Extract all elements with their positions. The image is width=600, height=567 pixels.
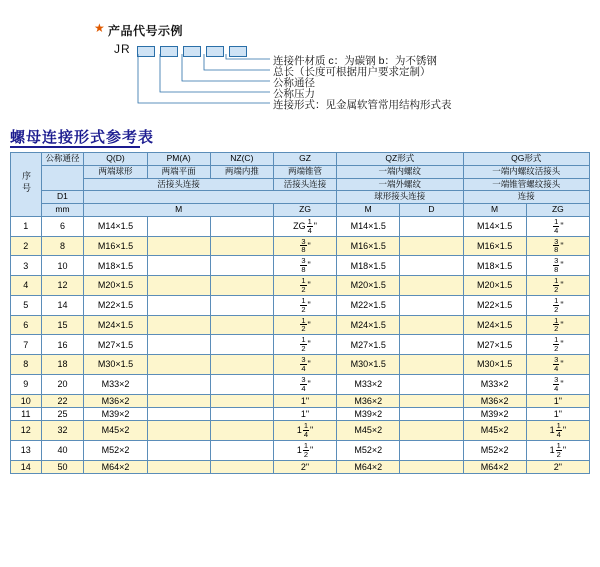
header-row-join xyxy=(11,178,590,191)
cell-qz-d xyxy=(400,256,463,276)
cell-qz-d xyxy=(400,407,463,420)
fraction: $\frac{1}{2}$ xyxy=(301,295,306,314)
legend-item-connection-type: 连接形式：见金属软管常用结构形式表 xyxy=(273,99,452,111)
cell-dn: 16 xyxy=(41,335,84,355)
cell-qg-zg: $\frac{1}{2}$ " xyxy=(526,295,589,315)
cell-dn: 20 xyxy=(41,374,84,394)
cell-qz-m: M36×2 xyxy=(337,394,400,407)
cell-q: M20×1.5 xyxy=(84,276,147,296)
header-qg-desc: 一端内螺纹活接头 xyxy=(463,165,590,178)
header-unit-m: M xyxy=(84,204,274,217)
header-qg-join: 连接 xyxy=(463,191,590,204)
cell-gz: 1" xyxy=(273,407,336,420)
title-underline xyxy=(10,146,140,148)
product-code-prefix: JR xyxy=(114,42,131,56)
cell-gz: $\frac{3}{8}$ " xyxy=(273,236,336,256)
cell-qz-m: M64×2 xyxy=(337,460,400,473)
cell-dn: 10 xyxy=(41,256,84,276)
cell-serial: 4 xyxy=(11,276,42,296)
cell-q: M22×1.5 xyxy=(84,295,147,315)
cell-pm xyxy=(147,276,210,296)
cell-qg-m: M36×2 xyxy=(463,394,526,407)
cell-dn: 14 xyxy=(41,295,84,315)
fraction: $\frac{1}{2}$ xyxy=(303,441,309,459)
cell-dn: 6 xyxy=(41,216,84,236)
cell-pm xyxy=(147,315,210,335)
cell-nz xyxy=(210,421,273,441)
cell-pm xyxy=(147,441,210,461)
legend-title: 产品代号示例 xyxy=(108,24,184,38)
header-mm: mm xyxy=(41,204,84,217)
cell-gz: ZG $\frac{1}{4}$ " xyxy=(273,216,336,236)
cell-serial: 5 xyxy=(11,295,42,315)
cell-q: M36×2 xyxy=(84,394,147,407)
cell-pm xyxy=(147,295,210,315)
header-serial-label: 序号 xyxy=(20,171,31,196)
cell-pm xyxy=(147,216,210,236)
header-dn-blank xyxy=(41,165,84,191)
legend-item-material: 连接件材质 c：为碳钢 b：为不锈钢 xyxy=(273,55,437,67)
fraction: $\frac{3}{4}$ xyxy=(301,355,306,373)
cell-qg-m: M64×2 xyxy=(463,460,526,473)
legend-item-nominal-bore: 公称通径 xyxy=(273,77,315,89)
fraction: $\frac{3}{8}$ xyxy=(301,236,306,255)
cell-qg-m: M52×2 xyxy=(463,441,526,461)
cell-serial: 6 xyxy=(11,315,42,335)
table-row xyxy=(11,276,590,296)
cell-dn: 32 xyxy=(41,421,84,441)
fraction: $\frac{1}{2}$ xyxy=(554,295,559,314)
cell-qz-m: M24×1.5 xyxy=(337,315,400,335)
header-unit-zg: ZG xyxy=(273,204,336,217)
cell-qg-m: M45×2 xyxy=(463,421,526,441)
cell-dn: 15 xyxy=(41,315,84,335)
table-row xyxy=(11,421,590,441)
cell-pm xyxy=(147,421,210,441)
cell-qz-d xyxy=(400,276,463,296)
cell-qz-m: M18×1.5 xyxy=(337,256,400,276)
cell-dn: 50 xyxy=(41,460,84,473)
legend-item-length: 总长（长度可根据用户要求定制） xyxy=(273,66,431,78)
cell-qg-zg: $\frac{1}{4}$ " xyxy=(526,216,589,236)
cell-qz-d xyxy=(400,421,463,441)
cell-nz xyxy=(210,295,273,315)
cell-q: M14×1.5 xyxy=(84,216,147,236)
cell-pm xyxy=(147,460,210,473)
cell-nz xyxy=(210,394,273,407)
product-code-legend xyxy=(0,0,600,120)
header-blank-mid xyxy=(84,191,337,204)
cell-gz: $\frac{3}{4}$ " xyxy=(273,355,336,375)
cell-qg-zg: $\frac{1}{2}$ " xyxy=(526,276,589,296)
header-gz-desc: 两端锥管 xyxy=(273,165,336,178)
cell-nz xyxy=(210,441,273,461)
cell-gz: $\frac{3}{4}$ " xyxy=(273,374,336,394)
fraction: $\frac{3}{4}$ xyxy=(554,374,559,393)
cell-qz-d xyxy=(400,460,463,473)
cell-serial: 1 xyxy=(11,216,42,236)
cell-nz xyxy=(210,276,273,296)
cell-q: M24×1.5 xyxy=(84,315,147,335)
table-row xyxy=(11,256,590,276)
cell-q: M64×2 xyxy=(84,460,147,473)
table-title: 螺母连接形式参考表 xyxy=(10,129,155,146)
cell-pm xyxy=(147,407,210,420)
header-unit-qz-m: M xyxy=(337,204,400,217)
cell-qg-zg: 1 $\frac{1}{4}$ " xyxy=(526,421,589,441)
fraction: $\frac{1}{4}$ xyxy=(556,421,561,440)
header-join-left: 活接头连接 xyxy=(84,178,274,191)
cell-qg-m: M24×1.5 xyxy=(463,315,526,335)
table-row xyxy=(11,335,590,355)
cell-serial: 12 xyxy=(11,421,42,441)
cell-qg-m: M27×1.5 xyxy=(463,335,526,355)
cell-qg-m: M20×1.5 xyxy=(463,276,526,296)
cell-dn: 18 xyxy=(41,355,84,375)
cell-qz-d xyxy=(400,441,463,461)
cell-gz: 2" xyxy=(273,460,336,473)
fraction: $\frac{1}{4}$ xyxy=(303,421,309,440)
fraction: $\frac{1}{2}$ xyxy=(554,315,559,334)
cell-q: M27×1.5 xyxy=(84,335,147,355)
cell-qz-d xyxy=(400,315,463,335)
table-row xyxy=(11,374,590,394)
cell-qg-zg: $\frac{3}{8}$ " xyxy=(526,256,589,276)
cell-pm xyxy=(147,374,210,394)
table-row xyxy=(11,460,590,473)
cell-serial: 3 xyxy=(11,256,42,276)
fraction: $\frac{1}{2}$ xyxy=(301,276,306,294)
cell-qz-m: M30×1.5 xyxy=(337,355,400,375)
star-icon: ★ xyxy=(94,21,105,35)
cell-nz xyxy=(210,374,273,394)
cell-dn: 22 xyxy=(41,394,84,407)
cell-pm xyxy=(147,335,210,355)
cell-gz: $\frac{1}{2}$ " xyxy=(273,295,336,315)
cell-qz-d xyxy=(400,295,463,315)
table-row xyxy=(11,441,590,461)
cell-dn: 12 xyxy=(41,276,84,296)
cell-qg-zg: 1" xyxy=(526,394,589,407)
cell-gz: $\frac{3}{8}$ " xyxy=(273,256,336,276)
header-qz-join: 球形接头连接 xyxy=(337,191,463,204)
cell-nz xyxy=(210,335,273,355)
table-row xyxy=(11,394,590,407)
header-group-gz-code: GZ xyxy=(273,153,336,166)
cell-qg-m: M16×1.5 xyxy=(463,236,526,256)
header-pm-desc: 两端平面 xyxy=(147,165,210,178)
fraction: $\frac{1}{2}$ xyxy=(554,335,559,354)
cell-serial: 7 xyxy=(11,335,42,355)
cell-qg-zg: $\frac{3}{4}$ " xyxy=(526,355,589,375)
header-group-qg-code: QG形式 xyxy=(463,153,590,166)
fraction: $\frac{3}{4}$ xyxy=(554,355,559,373)
cell-qz-d xyxy=(400,335,463,355)
fraction: $\frac{3}{8}$ xyxy=(554,256,559,275)
cell-serial: 14 xyxy=(11,460,42,473)
cell-q: M16×1.5 xyxy=(84,236,147,256)
header-row-units xyxy=(11,204,590,217)
cell-qz-m: M22×1.5 xyxy=(337,295,400,315)
header-row-desc xyxy=(11,165,590,178)
cell-q: M45×2 xyxy=(84,421,147,441)
cell-gz: 1 $\frac{1}{4}$ " xyxy=(273,421,336,441)
header-unit-qz-d: D xyxy=(400,204,463,217)
cell-pm xyxy=(147,256,210,276)
fraction: $\frac{1}{2}$ xyxy=(301,315,306,334)
cell-qg-zg: $\frac{1}{2}$ " xyxy=(526,335,589,355)
cell-dn: 8 xyxy=(41,236,84,256)
header-dn: 公称通径 xyxy=(41,153,84,166)
cell-qg-m: M14×1.5 xyxy=(463,216,526,236)
cell-qg-m: M18×1.5 xyxy=(463,256,526,276)
fraction: $\frac{1}{4}$ xyxy=(307,216,312,235)
table-row xyxy=(11,236,590,256)
cell-serial: 11 xyxy=(11,407,42,420)
cell-nz xyxy=(210,460,273,473)
cell-serial: 10 xyxy=(11,394,42,407)
cell-qz-m: M16×1.5 xyxy=(337,236,400,256)
cell-qz-d xyxy=(400,374,463,394)
header-qz-desc: 一端内螺纹 xyxy=(337,165,463,178)
fraction: $\frac{3}{4}$ xyxy=(301,374,306,393)
cell-gz: $\frac{1}{2}$ " xyxy=(273,315,336,335)
cell-qg-zg: 1" xyxy=(526,407,589,420)
cell-gz: 1 $\frac{1}{2}$ " xyxy=(273,441,336,461)
header-group-pm-code: PM(A) xyxy=(147,153,210,166)
cell-qg-zg: 2" xyxy=(526,460,589,473)
cell-qz-m: M52×2 xyxy=(337,441,400,461)
header-d1: D1 xyxy=(41,191,84,204)
cell-qg-zg: 1 $\frac{1}{2}$ " xyxy=(526,441,589,461)
cell-qz-m: M14×1.5 xyxy=(337,216,400,236)
cell-q: M39×2 xyxy=(84,407,147,420)
cell-pm xyxy=(147,355,210,375)
cell-qz-d xyxy=(400,394,463,407)
fraction: $\frac{1}{2}$ xyxy=(554,276,559,294)
cell-gz: $\frac{1}{2}$ " xyxy=(273,335,336,355)
header-row-d1 xyxy=(11,191,590,204)
cell-qz-m: M45×2 xyxy=(337,421,400,441)
cell-gz: $\frac{1}{2}$ " xyxy=(273,276,336,296)
cell-serial: 9 xyxy=(11,374,42,394)
header-group-q-code: Q(D) xyxy=(84,153,147,166)
cell-serial: 2 xyxy=(11,236,42,256)
header-unit-qg-zg: ZG xyxy=(526,204,589,217)
header-q-desc: 两端球形 xyxy=(84,165,147,178)
fraction: $\frac{3}{8}$ xyxy=(554,236,559,255)
cell-gz: 1" xyxy=(273,394,336,407)
cell-serial: 13 xyxy=(11,441,42,461)
cell-q: M33×2 xyxy=(84,374,147,394)
cell-pm xyxy=(147,236,210,256)
cell-qz-m: M27×1.5 xyxy=(337,335,400,355)
fraction: $\frac{1}{2}$ xyxy=(556,441,561,459)
cell-nz xyxy=(210,315,273,335)
cell-qg-m: M33×2 xyxy=(463,374,526,394)
cell-nz xyxy=(210,216,273,236)
cell-q: M18×1.5 xyxy=(84,256,147,276)
table-row xyxy=(11,355,590,375)
header-join-gz: 活接头连接 xyxy=(273,178,336,191)
header-qz-desc2: 一端外螺纹 xyxy=(337,178,463,191)
table-row xyxy=(11,216,590,236)
cell-qg-zg: $\frac{3}{4}$ " xyxy=(526,374,589,394)
cell-nz xyxy=(210,355,273,375)
cell-dn: 25 xyxy=(41,407,84,420)
header-row-codes xyxy=(11,153,590,166)
cell-qz-m: M33×2 xyxy=(337,374,400,394)
header-group-qz-code: QZ形式 xyxy=(337,153,463,166)
table-row xyxy=(11,315,590,335)
table-row xyxy=(11,407,590,420)
header-qg-desc2: 一端锥管螺纹接头 xyxy=(463,178,590,191)
cell-nz xyxy=(210,236,273,256)
cell-qz-m: M39×2 xyxy=(337,407,400,420)
cell-qz-d xyxy=(400,236,463,256)
cell-q: M52×2 xyxy=(84,441,147,461)
cell-qg-m: M39×2 xyxy=(463,407,526,420)
cell-q: M30×1.5 xyxy=(84,355,147,375)
cell-qz-m: M20×1.5 xyxy=(337,276,400,296)
header-group-nz-code: NZ(C) xyxy=(210,153,273,166)
cell-nz xyxy=(210,256,273,276)
header-nz-desc: 两端内推 xyxy=(210,165,273,178)
fraction: $\frac{1}{2}$ xyxy=(301,335,306,354)
cell-qz-d xyxy=(400,216,463,236)
table-row xyxy=(11,295,590,315)
cell-qz-d xyxy=(400,355,463,375)
legend-item-nominal-pressure: 公称压力 xyxy=(273,88,315,100)
cell-dn: 40 xyxy=(41,441,84,461)
cell-serial: 8 xyxy=(11,355,42,375)
header-unit-qg-m: M xyxy=(463,204,526,217)
cell-qg-zg: $\frac{1}{2}$ " xyxy=(526,315,589,335)
cell-qg-m: M22×1.5 xyxy=(463,295,526,315)
cell-nz xyxy=(210,407,273,420)
fraction: $\frac{1}{4}$ xyxy=(554,216,559,235)
nut-connection-table xyxy=(10,152,590,474)
header-serial xyxy=(11,153,42,217)
fraction: $\frac{3}{8}$ xyxy=(301,256,306,275)
cell-qg-zg: $\frac{3}{8}$ " xyxy=(526,236,589,256)
cell-pm xyxy=(147,394,210,407)
cell-qg-m: M30×1.5 xyxy=(463,355,526,375)
